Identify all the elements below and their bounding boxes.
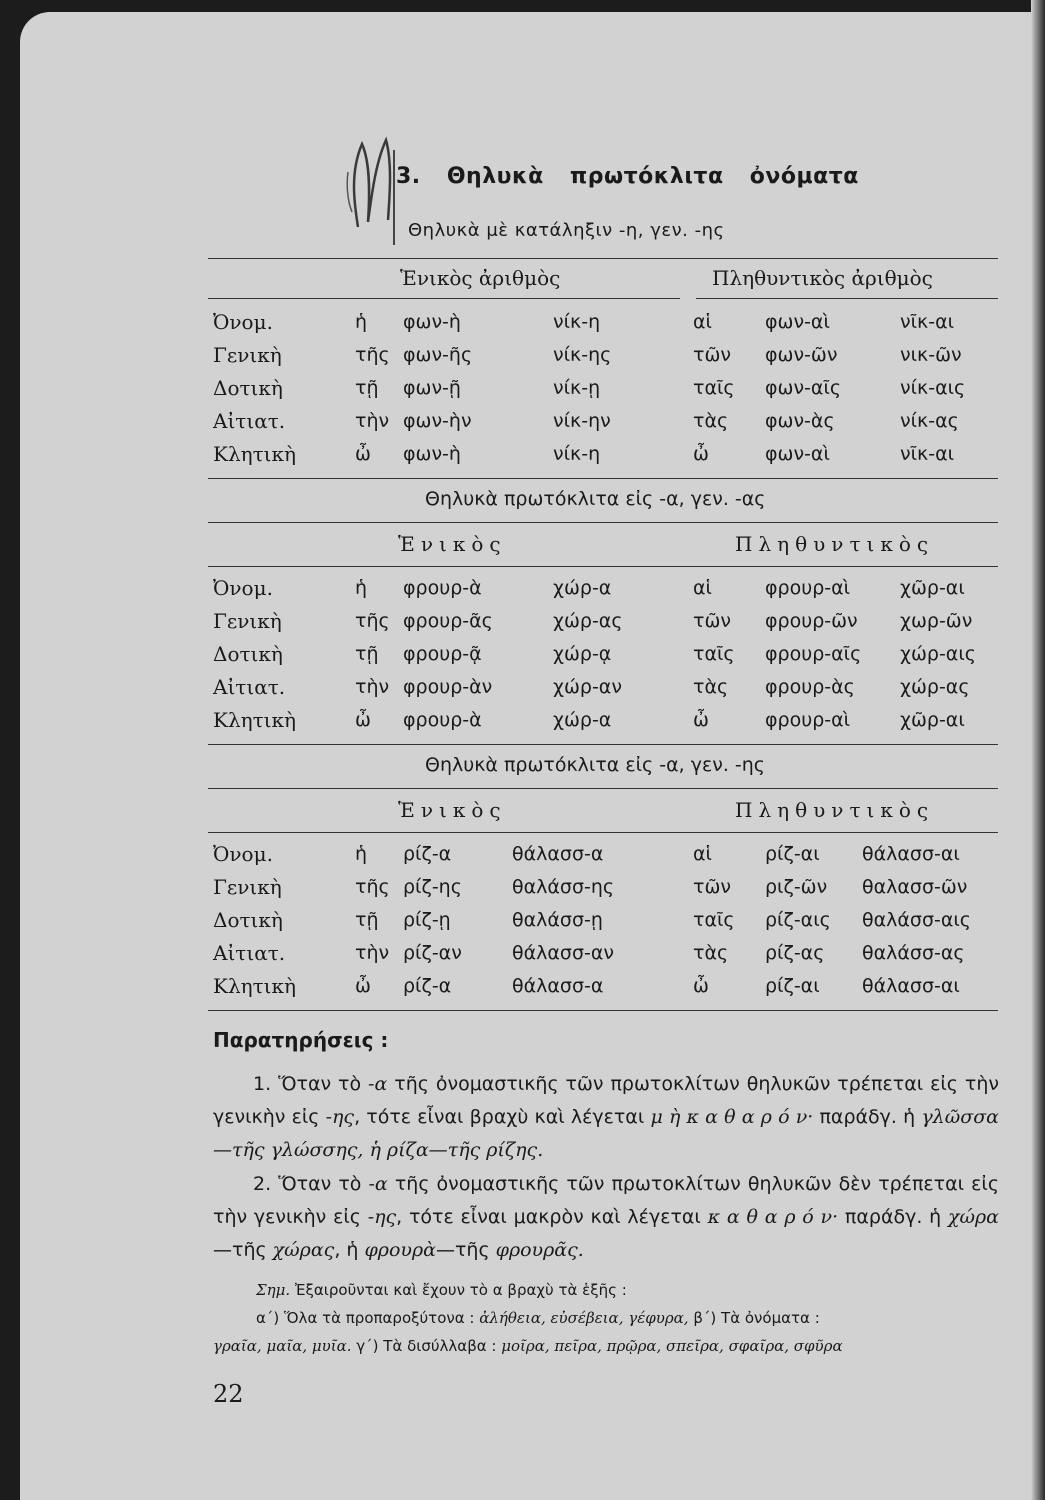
rule bbox=[208, 744, 998, 745]
case-label: Γενικὴ bbox=[213, 343, 282, 367]
table-cell: χώρ-αν bbox=[553, 676, 622, 698]
singular-header: Ἑνικὸς ἀριθμὸς bbox=[400, 266, 561, 290]
rule bbox=[208, 478, 998, 479]
table-cell: ρίζ-α bbox=[403, 843, 452, 865]
singular-header: Ἑνικὸς bbox=[398, 798, 507, 822]
case-label: Αἰτιατ. bbox=[213, 675, 286, 699]
table-cell: ἡ bbox=[355, 843, 368, 865]
case-label: Γενικὴ bbox=[213, 875, 282, 899]
table-cell: ρίζ-ας bbox=[765, 942, 825, 964]
section-title: Θηλυκὰ πρωτόκλιτα εἰς -α, γεν. -ης bbox=[425, 754, 765, 776]
table-cell: ὦ bbox=[693, 975, 709, 997]
table-cell: φρουρ-ὰν bbox=[403, 676, 493, 698]
table-cell: τῆς bbox=[355, 876, 390, 898]
table-cell: ἡ bbox=[355, 577, 368, 599]
table-cell: ὦ bbox=[693, 443, 709, 465]
table-cell: νῖκ-αι bbox=[900, 443, 955, 465]
table-cell: φρουρ-ὰ bbox=[403, 577, 482, 599]
note-1: 1. Ὅταν τὸ -α τῆς ὀνομαστικῆς τῶν πρωτοκλίτων θηλυκῶν τρέπεται εἰς τὴν γενικὴν εἰς -ης, τότε εἶναι βραχὺ καὶ λέγεται μ ὴ κ α θ α ρ ό ν· παράδγ. ἡ γλῶσσα—τῆς γλώσσης, ἡ ρίζα—τῆς ρίζης. bbox=[213, 1073, 999, 1161]
table-cell: τῇ bbox=[355, 377, 379, 399]
table-cell: τῆς bbox=[355, 344, 390, 366]
table-cell: θάλασσ-αι bbox=[862, 975, 960, 997]
table-cell: ρίζ-ης bbox=[403, 876, 462, 898]
table-cell: φων-αῖς bbox=[765, 377, 842, 399]
table-cell: φων-ῶν bbox=[765, 344, 838, 366]
table-cell: τὰς bbox=[693, 410, 729, 432]
case-label: Αἰτιατ. bbox=[213, 409, 286, 433]
table-cell: φων-ῆς bbox=[403, 344, 473, 366]
case-label: Ὀνομ. bbox=[213, 576, 273, 600]
table-cell: χώρ-α bbox=[553, 577, 612, 599]
table-cell: νίκ-η bbox=[553, 311, 601, 333]
table-cell: τὴν bbox=[355, 942, 390, 964]
table-cell: θαλάσσ-ῃ bbox=[512, 909, 603, 931]
case-label: Ὀνομ. bbox=[213, 310, 273, 334]
table-cell: νίκ-ης bbox=[553, 344, 612, 366]
table-cell: ταῖς bbox=[693, 643, 735, 665]
remark-line-2: α΄) Ὅλα τὰ προπαροξύτονα : ἀλήθεια, εὐσέβεια, γέφυρα, β΄) Τὰ ὀνόματα : bbox=[256, 1309, 820, 1327]
table-cell: τὴν bbox=[355, 410, 390, 432]
note-2: 2. Ὅταν τὸ -α τῆς ὀνομαστικῆς τῶν πρωτοκλίτων θηλυκῶν δὲν τρέπεται εἰς τὴν γενικὴν εἰς -ης, τότε εἶναι μακρὸν καὶ λέγεται κ α θ α ρ ό ν· παράδγ. ἡ χώρα—τῆς χώρας, ἡ φρουρὰ—τῆς φρουρᾶς. bbox=[213, 1173, 1000, 1261]
plural-header: Πληθυντικὸς bbox=[735, 798, 935, 822]
table-cell: φρουρ-ῶν bbox=[765, 610, 858, 632]
table-cell: τῶν bbox=[693, 610, 731, 632]
page-number: 22 bbox=[213, 1380, 244, 1408]
table-cell: χώρ-ας bbox=[553, 610, 623, 632]
table-cell: φων-ῇ bbox=[403, 377, 461, 399]
case-label: Αἰτιατ. bbox=[213, 941, 286, 965]
singular-header: Ἑνικὸς bbox=[398, 532, 507, 556]
table-cell: τὴν bbox=[355, 676, 390, 698]
table-cell: φων-ὴ bbox=[403, 443, 461, 465]
table-cell: αἱ bbox=[693, 311, 712, 333]
notes-title: Παρατηρήσεις : bbox=[213, 1028, 389, 1052]
table-cell: χώρ-αις bbox=[900, 643, 976, 665]
rule bbox=[208, 522, 998, 523]
table-cell: αἱ bbox=[693, 577, 712, 599]
page-title: 3. Θηλυκὰ πρωτόκλιτα ὀνόματα bbox=[396, 164, 859, 189]
page-edge bbox=[1031, 0, 1045, 1500]
table-cell: χώρ-ας bbox=[900, 676, 970, 698]
table-cell: φρουρ-ὰς bbox=[765, 676, 855, 698]
case-label: Δοτικὴ bbox=[213, 908, 283, 932]
table-cell: θάλασσ-α bbox=[512, 843, 604, 865]
case-label: Κλητικὴ bbox=[213, 708, 296, 732]
table-cell: φων-ὰς bbox=[765, 410, 835, 432]
table-cell: νίκ-ῃ bbox=[553, 377, 601, 399]
table-cell: φρουρ-ὰ bbox=[403, 709, 482, 731]
table-cell: θαλάσσ-ης bbox=[512, 876, 615, 898]
table-cell: φων-ὴν bbox=[403, 410, 472, 432]
plural-header: Πληθυντικὸς bbox=[735, 532, 935, 556]
table-cell: τῶν bbox=[693, 876, 731, 898]
table-cell: ὦ bbox=[355, 443, 371, 465]
table-cell: ὦ bbox=[355, 709, 371, 731]
table-cell: φων-αὶ bbox=[765, 311, 830, 333]
table-cell: νικ-ῶν bbox=[900, 344, 962, 366]
rule bbox=[208, 566, 998, 567]
rule bbox=[208, 258, 998, 259]
rule bbox=[208, 1010, 998, 1011]
table-cell: χώρ-α bbox=[553, 709, 612, 731]
table-cell: ρίζ-αν bbox=[403, 942, 462, 964]
case-label: Δοτικὴ bbox=[213, 376, 283, 400]
table-cell: νίκ-η bbox=[553, 443, 601, 465]
rule bbox=[696, 298, 998, 299]
table-cell: φρουρ-ᾶς bbox=[403, 610, 493, 632]
table-cell: χώρ-ᾳ bbox=[553, 643, 612, 665]
table-cell: τὰς bbox=[693, 942, 729, 964]
table-cell: τῇ bbox=[355, 643, 379, 665]
table-cell: νίκ-αις bbox=[900, 377, 966, 399]
table-cell: χωρ-ῶν bbox=[900, 610, 973, 632]
table-cell: τῶν bbox=[693, 344, 731, 366]
handwritten-mark bbox=[340, 132, 400, 232]
table-cell: θαλάσσ-αις bbox=[862, 909, 971, 931]
table-cell: τὰς bbox=[693, 676, 729, 698]
remark-line-3: γραῖα, μαῖα, μυῖα. γ΄) Τὰ δισύλλαβα : μοῖρα, πεῖρα, πρῷρα, σπεῖρα, σφαῖρα, σφῦρα bbox=[213, 1337, 843, 1355]
case-label: Γενικὴ bbox=[213, 609, 282, 633]
table-cell: ἡ bbox=[355, 311, 368, 333]
table-cell: φρουρ-αῖς bbox=[765, 643, 862, 665]
table-cell: ὦ bbox=[693, 709, 709, 731]
table-cell: ρίζ-αι bbox=[765, 843, 820, 865]
table-cell: νίκ-ην bbox=[553, 410, 611, 432]
table-cell: θαλασσ-ῶν bbox=[862, 876, 968, 898]
table-cell: φων-αὶ bbox=[765, 443, 830, 465]
table-cell: ρίζ-α bbox=[403, 975, 452, 997]
rule bbox=[208, 788, 998, 789]
section-title: Θηλυκὰ πρωτόκλιτα εἰς -α, γεν. -ας bbox=[425, 488, 766, 510]
case-label: Κλητικὴ bbox=[213, 974, 296, 998]
table-cell: ταῖς bbox=[693, 377, 735, 399]
table-cell: φρουρ-αὶ bbox=[765, 709, 851, 731]
table-cell: χῶρ-αι bbox=[900, 709, 965, 731]
table-cell: φρουρ-ᾷ bbox=[403, 643, 482, 665]
table-cell: ρίζ-αι bbox=[765, 975, 820, 997]
table-cell: ριζ-ῶν bbox=[765, 876, 828, 898]
table-cell: ρίζ-ῃ bbox=[403, 909, 451, 931]
table-cell: νῖκ-αι bbox=[900, 311, 955, 333]
table-cell: θάλασσ-αι bbox=[862, 843, 960, 865]
table-cell: φων-ὴ bbox=[403, 311, 461, 333]
table-cell: θάλασσ-α bbox=[512, 975, 604, 997]
table-cell: αἱ bbox=[693, 843, 712, 865]
table-cell: ταῖς bbox=[693, 909, 735, 931]
table-cell: θαλάσσ-ας bbox=[862, 942, 965, 964]
table-cell: θάλασσ-αν bbox=[512, 942, 614, 964]
table-cell: χῶρ-αι bbox=[900, 577, 965, 599]
remark-line-1: Σημ. Ἐξαιροῦνται καὶ ἔχουν τὸ α βραχὺ τὰ ἑξῆς : bbox=[256, 1281, 627, 1299]
title-side-rule bbox=[393, 150, 395, 245]
table-cell: ρίζ-αις bbox=[765, 909, 831, 931]
rule bbox=[208, 298, 680, 299]
case-label: Κλητικὴ bbox=[213, 442, 296, 466]
rule bbox=[208, 832, 998, 833]
section-subtitle: Θηλυκὰ μὲ κατάληξιν -η, γεν. -ης bbox=[408, 220, 725, 241]
table-cell: τῆς bbox=[355, 610, 390, 632]
case-label: Ὀνομ. bbox=[213, 842, 273, 866]
table-cell: φρουρ-αὶ bbox=[765, 577, 851, 599]
plural-header: Πληθυντικὸς ἀριθμὸς bbox=[712, 266, 933, 290]
table-cell: τῇ bbox=[355, 909, 379, 931]
table-cell: νίκ-ας bbox=[900, 410, 959, 432]
table-cell: ὦ bbox=[355, 975, 371, 997]
case-label: Δοτικὴ bbox=[213, 642, 283, 666]
